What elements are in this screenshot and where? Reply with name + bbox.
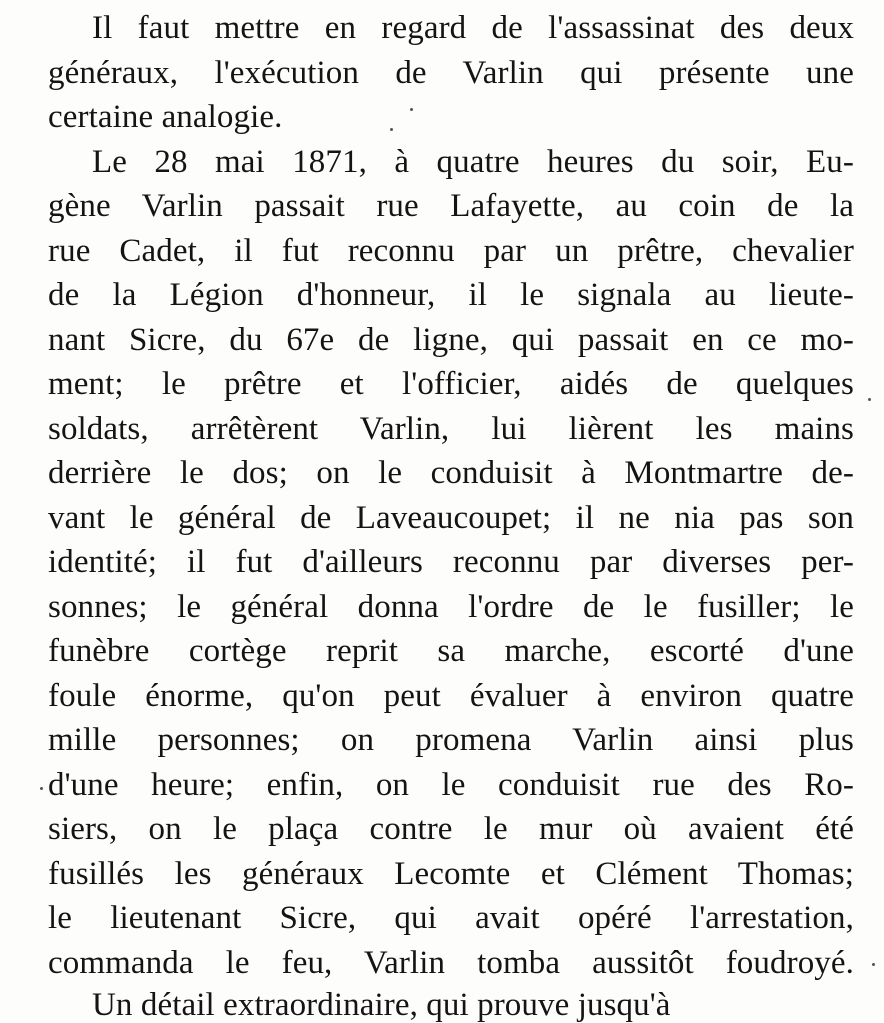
- body-text: [48, 6, 854, 1023]
- text-line: mille personnes; on promena Varlin ainsi plus: [48, 722, 854, 758]
- text-line: identité; il fut d'ailleurs reconnu par diverses per-: [48, 544, 854, 580]
- text-line: nant Sicre, du 67e de ligne, qui passait en ce mo-: [48, 321, 854, 358]
- text-line: soldats, arrêtèrent Varlin, lui lièrent les mains: [48, 410, 854, 447]
- text-line: derrière le dos; on le conduisit à Montmartre de-: [48, 455, 854, 491]
- text-line: le lieutenant Sicre, qui avait opéré l'arrestation,: [48, 900, 854, 936]
- text-line: foule énorme, qu'on peut évaluer à environ quatre: [48, 677, 854, 714]
- text-line: certaine analogie.: [48, 99, 283, 135]
- text-line: généraux, l'exécution de Varlin qui présente une: [48, 54, 854, 91]
- text-line: sonnes; le général donna l'ordre de le fusiller; le: [48, 588, 854, 625]
- print-speck: [868, 398, 871, 401]
- text-line: rue Cadet, il fut reconnu par un prêtre, chevalier: [48, 232, 854, 269]
- text-line: Il faut mettre en regard de l'assassinat des deux: [92, 10, 854, 46]
- text-line: de la Légion d'honneur, il le signala au lieute-: [48, 277, 854, 313]
- print-speck: [40, 787, 43, 790]
- text-line: vant le général de Laveaucoupet; il ne nia pas son: [48, 499, 854, 536]
- text-line: Le 28 mai 1871, à quatre heures du soir, Eu-: [92, 143, 854, 180]
- text-line: siers, on le plaça contre le mur où avaient été: [48, 811, 854, 847]
- text-line: ment; le prêtre et l'officier, aidés de quelques: [48, 366, 854, 402]
- print-speck: [390, 128, 393, 131]
- text-line: funèbre cortège reprit sa marche, escorté d'une: [48, 633, 854, 669]
- print-speck: [410, 108, 413, 111]
- text-line: commanda le feu, Varlin tomba aussitôt foudroyé.: [48, 944, 854, 981]
- text-line: Un détail extraordinaire, qui prouve jusqu'à: [92, 987, 671, 1023]
- text-line: d'une heure; enfin, on le conduisit rue des Ro-: [48, 766, 854, 803]
- text-line: fusillés les généraux Lecomte et Clément Thomas;: [48, 855, 854, 892]
- print-speck: [872, 963, 875, 966]
- text-line: gène Varlin passait rue Lafayette, au coin de la: [48, 188, 854, 224]
